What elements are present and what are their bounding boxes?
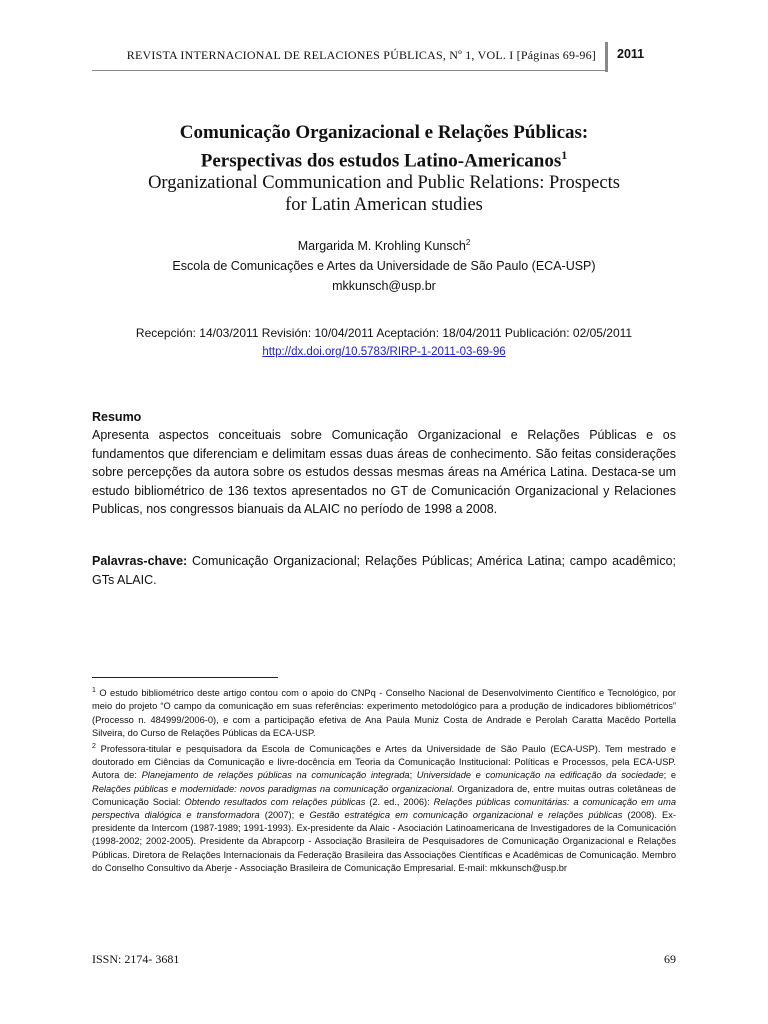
book-title: Planejamento de relações públicas na comunicação integrada: [141, 770, 410, 781]
keywords-section: [92, 552, 676, 590]
running-header: [92, 38, 658, 72]
title-english: [92, 172, 676, 216]
footnote-1-text: O estudo bibliométrico deste artigo contou com o apoio do CNPq - Conselho Nacional de Desenvolvimento Científico e Tecnológico, por meio do projeto “O campo da comunicação em suas referências: experimento metodológico para a produção de indicadores bibliométricos” (Processo n. 484999/2006-0), e com a participação efetiva de Ana Paula Muniz Costa de Andrade e Perolah Caratta Macêdo Portella Silveira, do Curso de Relações Públicas da ECA-USP.: [92, 688, 676, 738]
header-divider-vertical: [605, 42, 608, 72]
book-title: Universidade e comunicação na edificação da sociedade: [416, 770, 664, 781]
doi-link[interactable]: http://dx.doi.org/10.5783/RIRP-1-2011-03-69-96: [262, 346, 506, 358]
footnote-2-text: (2008). Ex-presidente da Intercom (1987-1989; 1991-1993). Ex-presidente da Alaic - Asociación Latinoamericana de Investigadores de la Comunicación (1998-2002; 2002-2005). Presidente da Abrapcorp - Associação Brasileira de Pesquisadores de Comunicação Organizacional e Relações Públicas. Diretora de Relações Internacionais da Federação Brasileira das Associações Científicas e Acadêmicas de Comunicação. Membro do Conselho Consultivo da Aberje - Associação Brasileira de Comunicação Empresarial. E-mail: mkkunsch@usp.br: [92, 810, 676, 873]
journal-year: 2011: [617, 47, 645, 61]
title-block: [92, 122, 676, 216]
title-portuguese: [92, 122, 676, 172]
author-email[interactable]: mkkunsch@usp.br: [332, 279, 436, 294]
title-pt-line1: Comunicação Organizacional e Relações Públicas:: [179, 122, 589, 143]
book-title: Gestão estratégica em comunicação organizacional e relações públicas: [309, 810, 623, 821]
title-pt-line2: Perspectivas dos estudos Latino-Americanos: [200, 150, 562, 172]
footnote-2-text: (2007); e: [259, 810, 310, 821]
footnote-ref-2[interactable]: 2: [465, 238, 471, 247]
page-number: 69: [664, 952, 676, 966]
footnotes: [92, 684, 676, 875]
book-title: Obtendo resultados com relações públicas: [184, 796, 366, 807]
book-title: Relações públicas comunitárias: a comunicação em uma perspectiva dialógica e transformadora: [92, 796, 676, 821]
book-title: Relações públicas e modernidade: novos paradigmas na comunicação organizacional: [92, 783, 452, 794]
footnote-2-text: Professora-titular e pesquisadora da Escola de Comunicações e Artes da Universidade de São Paulo (ECA-USP). Tem mestrado e doutorado em Ciências da Comunicação e livre-docência em Teoria da Comunicação Institucional: Políticas e Processos, pela ECA-USP. Autora de:: [92, 744, 676, 781]
footnote-2-text: ; e: [663, 770, 677, 781]
journal-title: REVISTA INTERNACIONAL DE RELACIONES PÚBLICAS, Nº 1, VOL. I [Páginas 69-96]: [126, 48, 596, 62]
footnote-separator: [92, 677, 278, 678]
dates-line: Recepción: 14/03/2011 Revisión: 10/04/2011 Aceptación: 18/04/2011 Publicación: 02/05/2011: [135, 326, 633, 340]
abstract-heading: Resumo: [92, 410, 142, 424]
footnote-2-text: . Organizadora de, entre muitas outras coletâneas de Comunicação Social:: [92, 783, 676, 807]
header-rule: [92, 70, 607, 71]
publication-dates: [92, 324, 676, 361]
footnote-ref-1[interactable]: 1: [561, 148, 568, 162]
footnote-2: [92, 740, 676, 875]
keywords-label: Palavras-chave:: [92, 554, 188, 568]
author-block: [92, 233, 676, 296]
footnote-1-number: 1: [92, 687, 96, 694]
author-name: [92, 233, 676, 256]
author-name-text: Margarida M. Krohling Kunsch: [297, 239, 466, 254]
footnote-2-text: (2. ed., 2006):: [365, 796, 434, 807]
abstract-section: [92, 408, 676, 519]
footnote-2-text: ;: [409, 770, 417, 781]
footnote-2-number: 2: [92, 742, 96, 750]
title-en-line2: for Latin American studies: [285, 195, 483, 216]
footnote-1: [92, 684, 676, 740]
keywords-text: Comunicação Organizacional; Relações Públicas; América Latina; campo acadêmico; GTs ALAIC.: [92, 554, 676, 587]
abstract-text: Apresenta aspectos conceituais sobre Comunicação Organizacional e Relações Públicas e os fundamentos que diferenciam e delimitam essas duas áreas de conhecimento. São feitas considerações sobre percepções da autora sobre os estudos dessas mesmas áreas na América Latina. Destaca-se um estudo bibliométrico de 136 textos apresentados no GT de Comunicación Organizacional y Relaciones Publicas, nos congressos bianuais da ALAIC no período de 1998 a 2008.: [92, 428, 676, 516]
issn: ISSN: 2174- 3681: [92, 952, 180, 966]
title-en-line1: Organizational Communication and Public Relations: Prospects: [148, 173, 620, 194]
author-affiliation: Escola de Comunicações e Artes da Universidade de São Paulo (ECA-USP): [172, 259, 596, 274]
